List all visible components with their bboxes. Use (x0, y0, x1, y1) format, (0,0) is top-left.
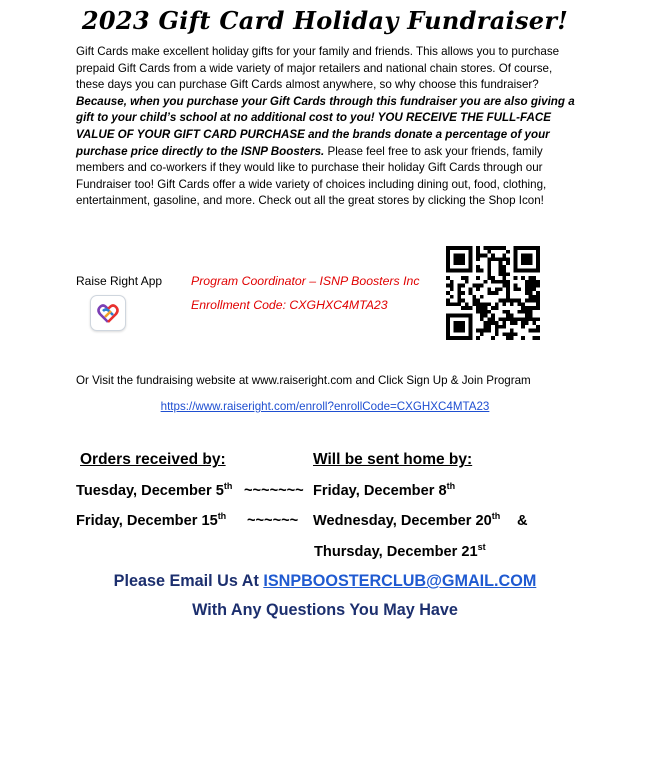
sent-date-suffix: th (446, 481, 456, 491)
sent-header: Will be sent home by: (313, 451, 473, 468)
contact-prefix: Please Email Us At (113, 572, 264, 590)
qr-code-icon[interactable] (446, 246, 540, 340)
sent-date: Wednesday, December 20 (313, 513, 492, 529)
page-title: 2023 Gift Card Holiday Fundraiser! (81, 6, 569, 35)
visit-website-text: Or Visit the fundraising website at www.raiseright.com and Click Sign Up & Join Program (76, 374, 531, 387)
schedule-row-1-order (76, 483, 232, 499)
enrollment-code: Enrollment Code: CXGHXC4MTA23 (191, 298, 388, 312)
separator-2: ~~~~~~ (247, 513, 299, 529)
sent-date-suffix: st (477, 542, 486, 552)
sent-date: Friday, December 8 (313, 483, 447, 499)
schedule-row-1-sent (313, 483, 455, 499)
contact-line-2: With Any Questions You May Have (192, 601, 458, 619)
raiseright-app-icon[interactable] (90, 295, 126, 331)
ampersand: & (517, 513, 528, 529)
orders-header: Orders received by: (80, 451, 226, 468)
order-date: Friday, December 15 (76, 513, 218, 529)
intro-text-2: Please feel free to ask your friends, family members and co-workers if they would like to purchase their holiday Gift Cards through our Fundraiser too! Gift Cards offer a wide variety of choices including dining out, food, clothing, entertainment, gasoline, and more. Check out all the great stores by clicking the Shop Icon! (76, 144, 547, 208)
enroll-link[interactable]: https://www.raiseright.com/enroll?enrollCode=CXGHXC4MTA23 (160, 400, 490, 413)
app-label: Raise Right App (76, 274, 163, 288)
intro-paragraph (76, 44, 576, 210)
schedule-row-2-sent (313, 513, 500, 529)
schedule-row-2-order (76, 513, 226, 529)
program-info (191, 273, 420, 313)
contact-line-1 (0, 572, 650, 591)
order-date-suffix: th (223, 481, 233, 491)
email-link[interactable]: ISNPBOOSTERCLUB@GMAIL.COM (263, 572, 537, 590)
sent-date-suffix: th (491, 511, 501, 521)
separator-1: ~~~~~~~ (244, 483, 304, 499)
order-date-suffix: th (217, 511, 227, 521)
program-coordinator: Program Coordinator – ISNP Boosters Inc (191, 274, 420, 288)
order-date: Tuesday, December 5 (76, 483, 224, 499)
intro-text-1: Gift Cards make excellent holiday gifts for your family and friends. This allows you to purchase prepaid Gift Cards from a wide variety of major retailers and national chain stores. Of course, these days you can purchase Gift Cards almost anywhere, so why choose this fundraiser? (76, 45, 560, 92)
sent-date: Thursday, December 21 (314, 544, 478, 560)
intro-emphasis: Because, when you purchase your Gift Cards through this fundraiser you are also giving a gift to your child’s school at no additional cost to you! YOU RECEIVE THE FULL-FACE VALUE OF YOUR GIFT CARD PURCHASE and the brands donate a percentage of your purchase price directly to the ISNP Boosters. (76, 94, 575, 158)
schedule-row-3-sent (314, 544, 486, 560)
